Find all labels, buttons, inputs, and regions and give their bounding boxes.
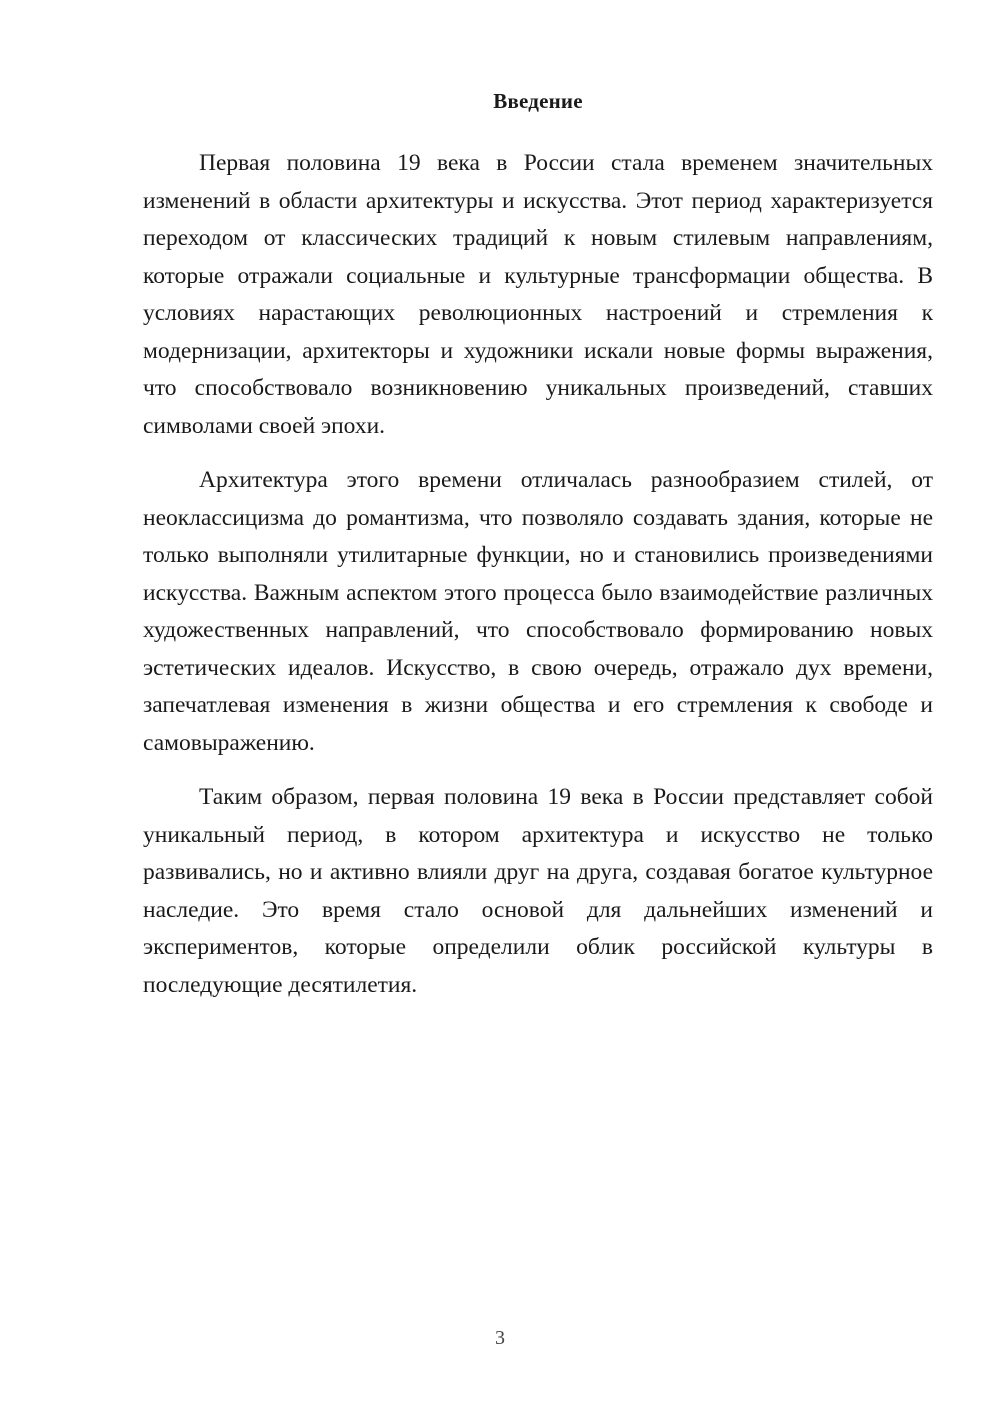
document-body	[143, 88, 933, 1004]
paragraph-3: Таким образом, первая половина 19 века в России представляет собой уникальный период, в котором архитектура и искусство не только развивались, но и активно влияли друг на друга, создавая богатое культурное наследие. Это время стало основой для дальнейших изменений и экспериментов, которые определили облик российской культуры в последующие десятилетия.	[143, 784, 933, 998]
paragraph-1: Первая половина 19 века в России стала временем значительных изменений в области архитектуры и искусства. Этот период характеризуется переходом от классических традиций к новым стилевым направлениям, которые отражали социальные и культурные трансформации общества. В условиях нарастающих революционных настроений и стремления к модернизации, архитекторы и художники искали новые формы выражения, что способствовало возникновению уникальных произведений, ставших символами своей эпохи.	[143, 150, 933, 439]
paragraph-2: Архитектура этого времени отличалась разнообразием стилей, от неоклассицизма до романтизма, что позволяло создавать здания, которые не только выполняли утилитарные функции, но и становились произведениями искусства. Важным аспектом этого процесса было взаимодействие различных художественных направлений, что способствовало формированию новых эстетических идеалов. Искусство, в свою очередь, отражало дух времени, запечатлевая изменения в жизни общества и его стремления к свободе и самовыражению.	[143, 467, 933, 756]
page-title: Введение	[493, 89, 583, 113]
page-number: 3	[495, 1327, 505, 1349]
